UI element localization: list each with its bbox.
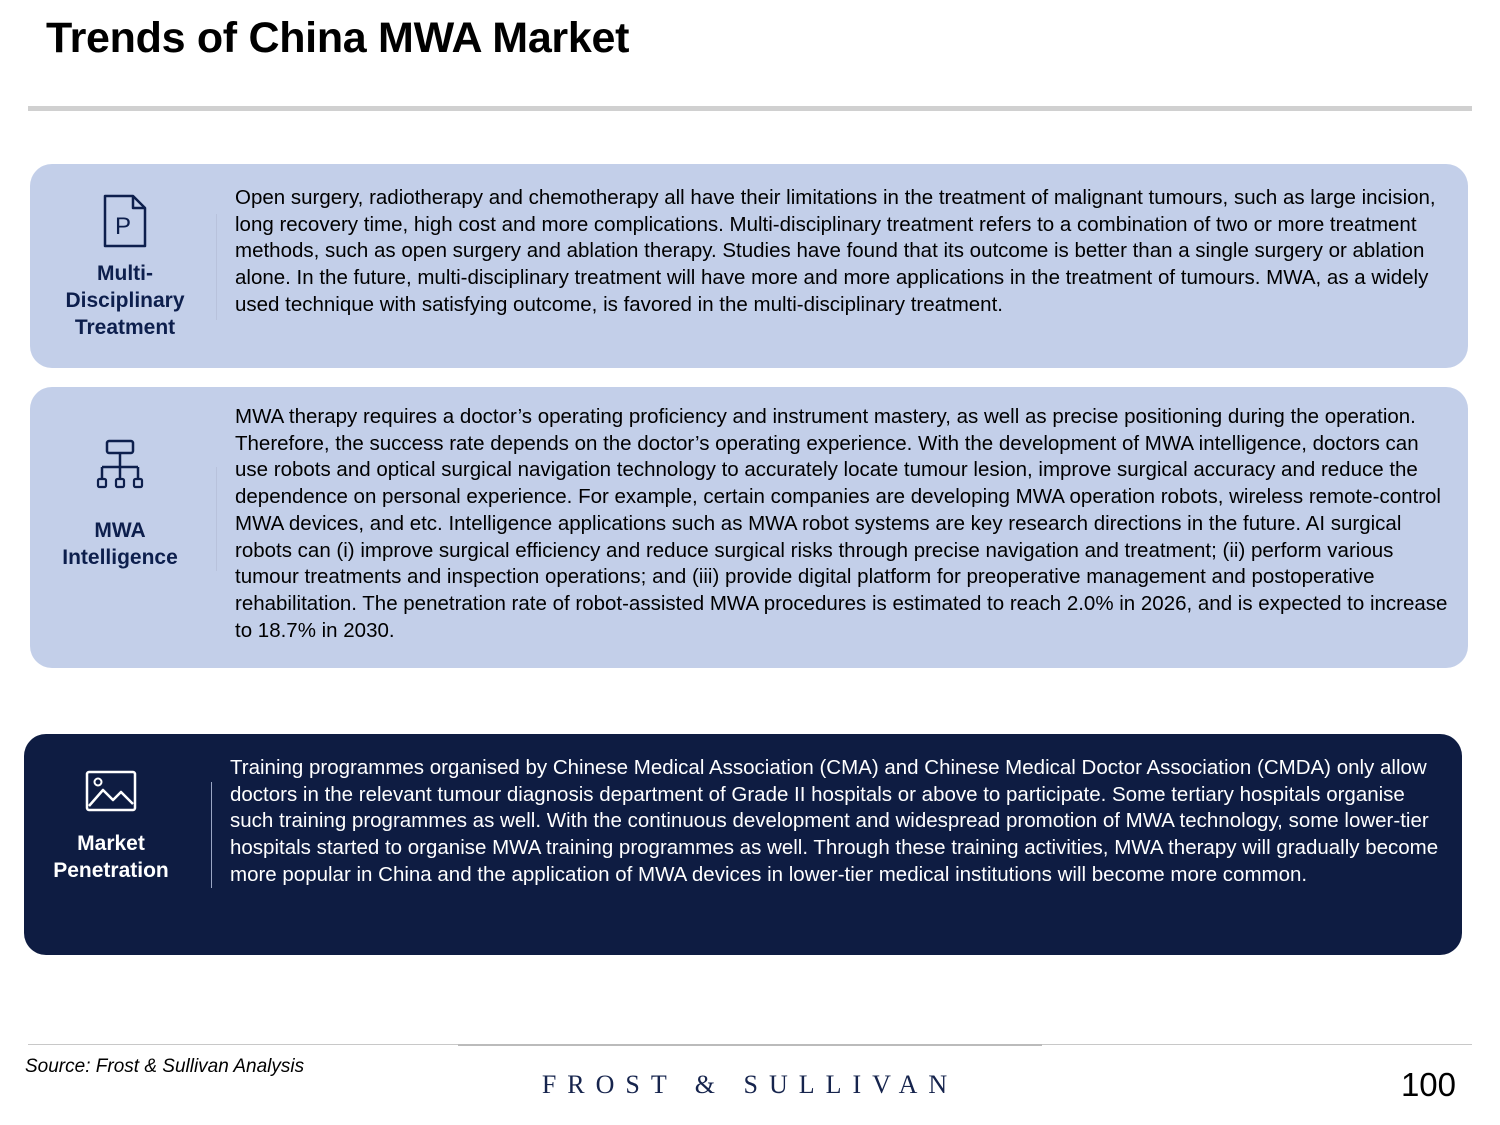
hierarchy-icon bbox=[95, 439, 145, 491]
card-mwa-intelligence bbox=[30, 387, 1468, 668]
card-divider bbox=[216, 214, 217, 320]
card-divider bbox=[211, 782, 212, 888]
frost-sullivan-logo: FROST & SULLIVAN bbox=[541, 1070, 959, 1099]
card-side bbox=[50, 194, 200, 341]
document-p-icon bbox=[102, 194, 148, 248]
image-icon bbox=[85, 770, 137, 812]
card-text: MWA therapy requires a doctor’s operating proficiency and instrument mastery, as well as precise positioning during the operation. Therefore, the success rate depends on the doctor’s operating experience. With the development of MWA intelligence, doctors can use robots and optical surgical navigation technology to accurately locate tumour lesion, improve surgical accuracy and reduce the dependence on personal experience. For example, certain companies are developing MWA operation robots, wireless remote-control MWA devices, and etc. Intelligence applications such as MWA robot systems are key research directions in the future. AI surgical robots can (i) improve surgical efficiency and reduce surgical risks through precise navigation and treatment; (ii) perform various tumour treatments and inspection operations; and (iii) provide digital platform for preoperative management and postoperative rehabilitation. The penetration rate of robot-assisted MWA procedures is estimated to reach 2.0% in 2026, and is expected to increase to 18.7% in 2030. bbox=[235, 405, 1448, 642]
page-number: 100 bbox=[1400, 1066, 1456, 1103]
card-label: MWA Intelligence bbox=[62, 519, 178, 569]
card-side bbox=[45, 439, 195, 571]
source-note: Source: Frost & Sullivan Analysis bbox=[25, 1056, 305, 1077]
card-label: Multi-Disciplinary Treatment bbox=[65, 262, 185, 339]
card-label: Market Penetration bbox=[53, 832, 169, 882]
card-multi-disciplinary-treatment bbox=[30, 164, 1468, 368]
card-side bbox=[36, 770, 186, 884]
card-text: Open surgery, radiotherapy and chemotherapy all have their limitations in the treatment of malignant tumours, such as large incision, long recovery time, high cost and more complications. Multi-disciplinary treatment refers to a combination of two or more treatment methods, such as open surgery and ablation therapy. Studies have found that its outcome is better than a single surgery or ablation alone. In the future, multi-disciplinary treatment will have more and more applications in the treatment of tumours. MWA, as a widely used technique with satisfying outcome, is favored in the multi-disciplinary treatment. bbox=[235, 186, 1436, 316]
svg-text:P: P bbox=[114, 213, 132, 240]
card-market-penetration bbox=[24, 734, 1462, 955]
page-title: Trends of China MWA Market bbox=[46, 14, 630, 62]
title-divider bbox=[28, 106, 1472, 111]
card-divider bbox=[216, 467, 217, 571]
card-text: Training programmes organised by Chinese Medical Association (CMA) and Chinese Medical Doctor Association (CMDA) only allow doctors in the relevant tumour diagnosis department of Grade II hospitals or above to participate. Some tertiary hospitals organise such training programmes as well. With the continuous development and widespread promotion of MWA technology, some lower-tier hospitals started to organise MWA training programmes as well. Through these training activities, MWA therapy will gradually become more popular in China and the application of MWA devices in lower-tier medical institutions will become more common. bbox=[230, 756, 1439, 886]
footer-accent-divider bbox=[458, 1044, 1042, 1046]
